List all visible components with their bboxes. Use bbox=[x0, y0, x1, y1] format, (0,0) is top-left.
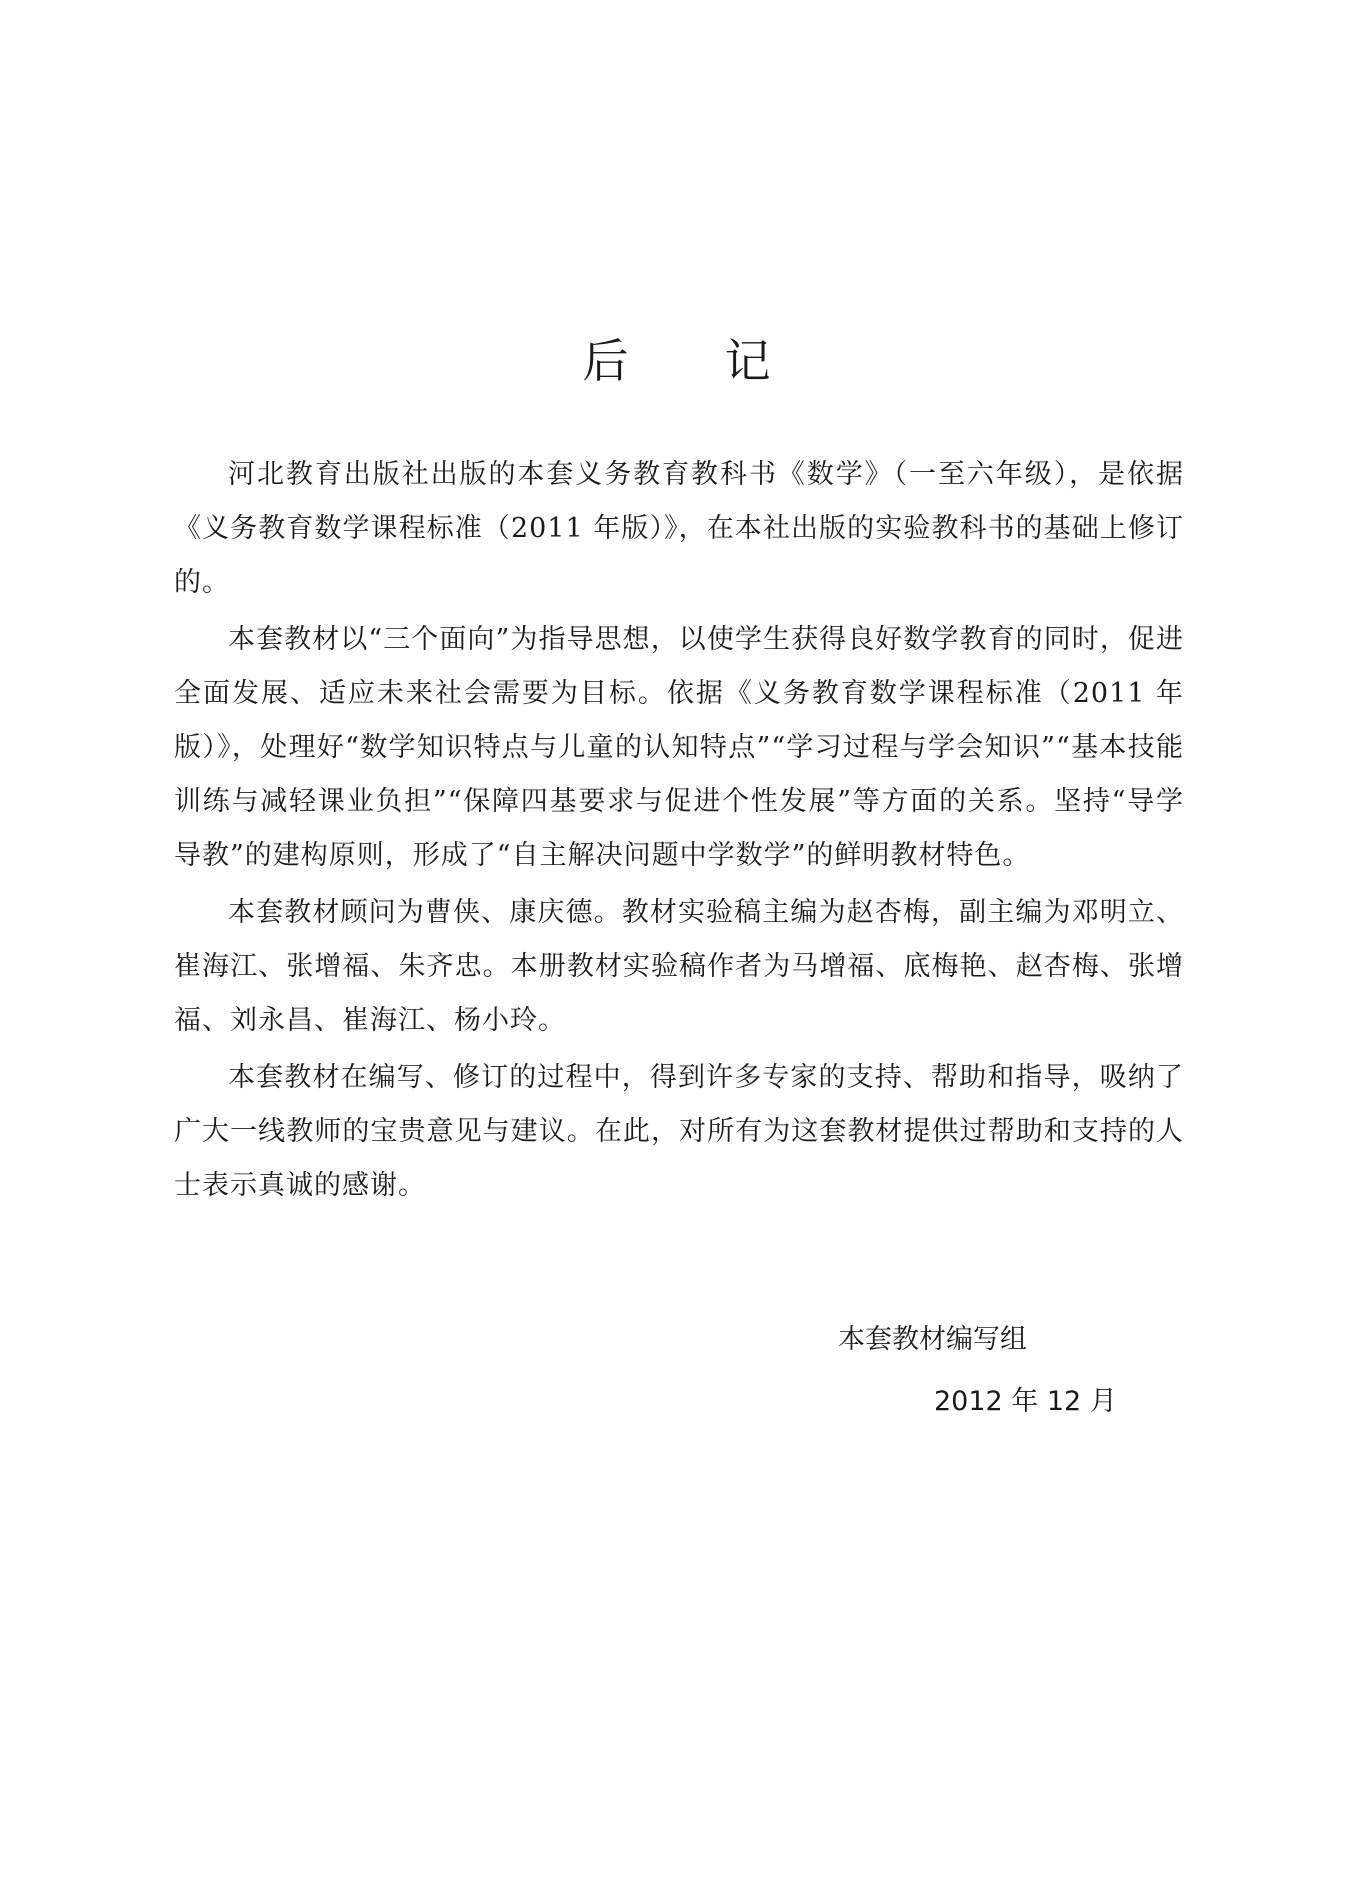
afterword-body bbox=[174, 448, 1184, 1216]
page-title bbox=[0, 331, 1353, 391]
signature-organization: 本套教材编写组 bbox=[838, 1324, 1027, 1355]
title-char-1: 后 bbox=[582, 333, 629, 388]
paragraph-acknowledgements: 本套教材在编写、修订的过程中，得到许多专家的支持、帮助和指导，吸纳了广大一线教师的宝贵意见与建议。在此，对所有为这套教材提供过帮助和支持的人士表示真诚的感谢。 bbox=[174, 1062, 1184, 1201]
paragraph-publication-basis: 河北教育出版社出版的本套义务教育教科书《数学》（一至六年级），是依据《义务教育数学课程标准（2011 年版）》，在本社出版的实验教科书的基础上修订的。 bbox=[174, 459, 1184, 598]
paragraph-guiding-philosophy: 本套教材以“三个面向”为指导思想，以使学生获得良好数学教育的同时，促进全面发展、适应未来社会需要为目标。依据《义务教育数学课程标准（2011 年版）》，处理好“数学知识特点与儿童的认知特点”“学习过程与学会知识”“基本技能训练与减轻课业负担”“保障四基要求与促进个性发展”等方面的关系。坚持“导学导教”的建构原则，形成了“自主解决问题中学数学”的鲜明教材特色。 bbox=[174, 624, 1184, 871]
paragraph-contributors: 本套教材顾问为曹侠、康庆德。教材实验稿主编为赵杏梅，副主编为邓明立、崔海江、张增福、朱齐忠。本册教材实验稿作者为马增福、底梅艳、赵杏梅、张增福、刘永昌、崔海江、杨小玲。 bbox=[174, 897, 1184, 1036]
title-char-2: 记 bbox=[724, 333, 771, 388]
signature-date: 2012 年 12 月 bbox=[934, 1386, 1117, 1417]
